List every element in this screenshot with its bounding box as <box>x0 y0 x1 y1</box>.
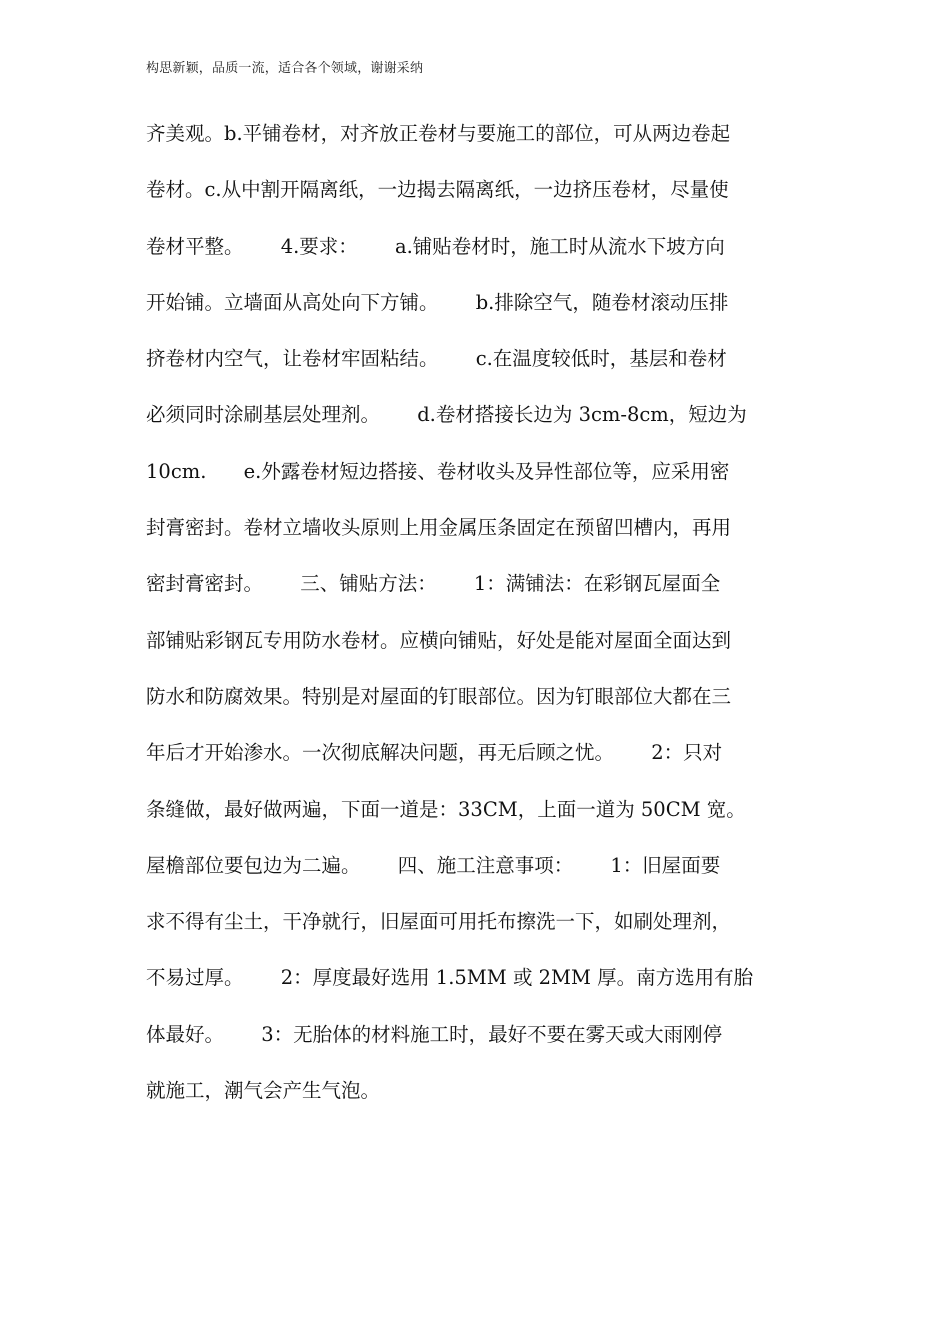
text-line-12: 年后才开始渗水。一次彻底解决问题，再无后顾之忧。 2：只对 <box>146 741 723 765</box>
text-line-10: 部铺贴彩钢瓦专用防水卷材。应横向铺贴，好处是能对屋面全面达到 <box>146 628 732 652</box>
text-line-5: 挤卷材内空气，让卷材牢固粘结。 c.在温度较低时，基层和卷材 <box>146 347 727 371</box>
text-line-17: 体最好。 3：无胎体的材料施工时，最好不要在雾天或大雨刚停 <box>146 1022 723 1046</box>
text-line-7: 10cm. e.外露卷材短边搭接、卷材收头及异性部位等，应采用密 <box>146 459 730 483</box>
text-line-16: 不易过厚。 2：厚度最好选用 1.5MM 或 2MM 厚。南方选用有胎 <box>146 966 754 990</box>
text-line-18: 就施工，潮气会产生气泡。 <box>146 1079 381 1103</box>
body-text <box>146 115 814 1128</box>
page-header: 构思新颖，品质一流，适合各个领域，谢谢采纳 <box>146 61 424 76</box>
text-line-9: 密封膏密封。 三、铺贴方法： 1：满铺法：在彩钢瓦屋面全 <box>146 572 721 596</box>
text-line-2: 卷材。c.从中割开隔离纸，一边揭去隔离纸，一边挤压卷材，尽量使 <box>146 178 729 202</box>
text-line-13: 条缝做，最好做两遍，下面一道是：33CM，上面一道为 50CM 宽。 <box>146 797 746 821</box>
text-line-14: 屋檐部位要包边为二遍。 四、施工注意事项： 1：旧屋面要 <box>146 853 721 877</box>
text-line-6: 必须同时涂刷基层处理剂。 d.卷材搭接长边为 3cm-8cm，短边为 <box>146 403 747 427</box>
text-line-8: 封膏密封。卷材立墙收头原则上用金属压条固定在预留凹槽内，再用 <box>146 516 732 540</box>
text-line-4: 开始铺。立墙面从高处向下方铺。 b.排除空气，随卷材滚动压排 <box>146 290 729 314</box>
text-line-15: 求不得有尘土，干净就行，旧屋面可用托布擦洗一下，如刷处理剂， <box>146 910 732 934</box>
text-line-11: 防水和防腐效果。特别是对屋面的钉眼部位。因为钉眼部位大都在三 <box>146 684 732 708</box>
text-line-1: 齐美观。b.平铺卷材，对齐放正卷材与要施工的部位，可从两边卷起 <box>146 122 731 145</box>
text-line-3: 卷材平整。 4.要求： a.铺贴卷材时，施工时从流水下坡方向 <box>146 234 725 258</box>
